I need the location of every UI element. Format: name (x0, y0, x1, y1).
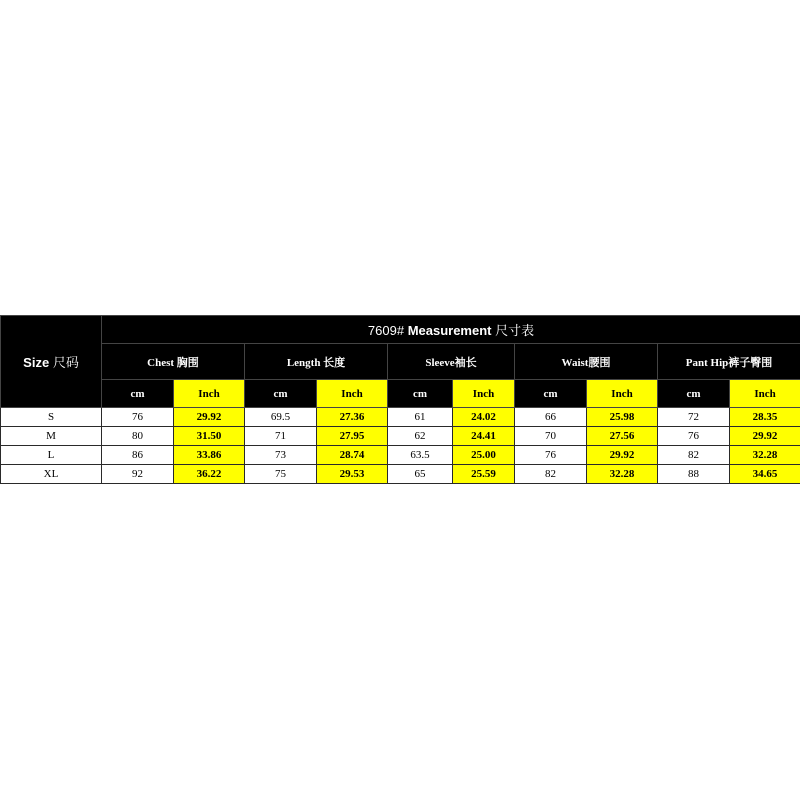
cell-inch: 29.92 (174, 408, 245, 427)
group-waist: Waist腰围 (515, 344, 658, 380)
cell-inch: 29.92 (587, 446, 658, 465)
cell-inch: 31.50 (174, 427, 245, 446)
cell-inch: 33.86 (174, 446, 245, 465)
cell-inch: 27.56 (587, 427, 658, 446)
group-length: Length 长度 (245, 344, 388, 380)
unit-inch: Inch (317, 380, 388, 408)
size-header-en: Size (23, 355, 50, 370)
cell-inch: 25.59 (453, 465, 515, 484)
unit-cm: cm (245, 380, 317, 408)
cell-cm: 92 (102, 465, 174, 484)
group-chest: Chest 胸围 (102, 344, 245, 380)
table-row (1, 446, 800, 465)
cell-cm: 61 (388, 408, 453, 427)
cell-cm: 62 (388, 427, 453, 446)
cell-inch: 34.65 (730, 465, 800, 484)
cell-cm: 76 (102, 408, 174, 427)
group-header-row (1, 344, 800, 380)
cell-cm: 86 (102, 446, 174, 465)
title-row (1, 316, 800, 344)
cell-inch: 25.98 (587, 408, 658, 427)
cell-cm: 80 (102, 427, 174, 446)
title-en: Measurement (407, 323, 492, 338)
cell-cm: 88 (658, 465, 730, 484)
unit-cm: cm (515, 380, 587, 408)
cell-cm: 76 (515, 446, 587, 465)
unit-header-row (1, 380, 800, 408)
table-row (1, 465, 800, 484)
cell-cm: 75 (245, 465, 317, 484)
size-chart-table (0, 315, 800, 484)
unit-cm: cm (102, 380, 174, 408)
unit-inch: Inch (453, 380, 515, 408)
cell-inch: 27.95 (317, 427, 388, 446)
table-title (102, 316, 800, 344)
size-label: M (1, 427, 102, 446)
cell-inch: 36.22 (174, 465, 245, 484)
cell-inch: 25.00 (453, 446, 515, 465)
cell-cm: 65 (388, 465, 453, 484)
cell-cm: 82 (515, 465, 587, 484)
cell-cm: 82 (658, 446, 730, 465)
size-header-zh: 尺码 (52, 355, 79, 370)
size-label: L (1, 446, 102, 465)
cell-cm: 76 (658, 427, 730, 446)
unit-inch: Inch (174, 380, 245, 408)
cell-cm: 72 (658, 408, 730, 427)
size-label: S (1, 408, 102, 427)
cell-cm: 70 (515, 427, 587, 446)
title-zh: 尺寸表 (495, 323, 535, 338)
table-row (1, 408, 800, 427)
cell-inch: 28.35 (730, 408, 800, 427)
cell-inch: 24.02 (453, 408, 515, 427)
group-pant-hip: Pant Hip裤子臀围 (658, 344, 800, 380)
cell-inch: 29.92 (730, 427, 800, 446)
unit-cm: cm (388, 380, 453, 408)
size-label: XL (1, 465, 102, 484)
title-code: 7609# (367, 323, 405, 338)
cell-inch: 28.74 (317, 446, 388, 465)
unit-inch: Inch (730, 380, 800, 408)
cell-inch: 24.41 (453, 427, 515, 446)
unit-inch: Inch (587, 380, 658, 408)
cell-cm: 69.5 (245, 408, 317, 427)
cell-inch: 32.28 (587, 465, 658, 484)
cell-inch: 27.36 (317, 408, 388, 427)
cell-cm: 73 (245, 446, 317, 465)
cell-inch: 29.53 (317, 465, 388, 484)
group-sleeve: Sleeve袖长 (388, 344, 515, 380)
size-header (1, 316, 102, 408)
unit-cm: cm (658, 380, 730, 408)
cell-inch: 32.28 (730, 446, 800, 465)
cell-cm: 71 (245, 427, 317, 446)
cell-cm: 63.5 (388, 446, 453, 465)
cell-cm: 66 (515, 408, 587, 427)
table-row (1, 427, 800, 446)
